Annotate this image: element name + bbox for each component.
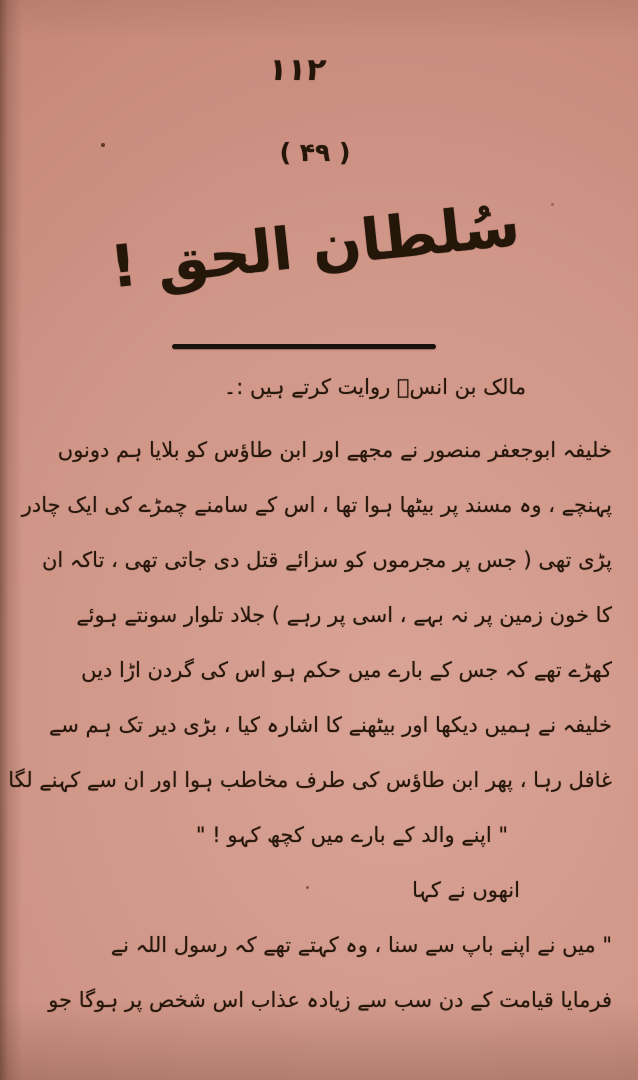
text-line: خلیفہ نے ہمیں دیکھا اور بیٹھنے کا اشارہ کیا ، بڑی دیر تک ہم سے xyxy=(48,713,612,737)
chapter-title: سُلطان الحق ! xyxy=(107,190,523,302)
text-line: پہنچے ، وہ مسند پر بیٹھا ہوا تھا ، اس کے سامنے چمڑے کی ایک چادر xyxy=(21,493,612,517)
text-line: خلیفہ ابوجعفر منصور نے مجھے اور ابن طاؤس کو بلایا ہم دونوں xyxy=(57,438,612,462)
paper-speck xyxy=(551,203,554,206)
text-line: کا خون زمین پر نہ بہے ، اسی پر رہے ) جلاد تلوار سونتے ہوئے xyxy=(76,603,612,627)
text-line: پڑی تھی ( جس پر مجرموں کو سزائے قتل دی جاتی تھی ، تاکہ ان xyxy=(41,548,612,572)
title-divider-rule xyxy=(172,344,436,349)
page-number: ۱۱۲ xyxy=(266,52,328,88)
text-line: کھڑے تھے کہ جس کے بارے میں حکم ہو اس کی گردن اڑا دیں xyxy=(81,658,612,682)
paper-speck xyxy=(101,143,105,147)
text-line: فرمایا قیامت کے دن سب سے زیادہ عذاب اس شخص پر ہوگا جو xyxy=(48,988,612,1012)
text-line: " میں نے اپنے باپ سے سنا ، وہ کہتے تھے کہ رسول اللہ نے xyxy=(110,933,612,957)
text-line: غافل رہا ، پھر ابن طاؤس کی طرف مخاطب ہوا اور ان سے کہنے لگا xyxy=(8,768,612,792)
narrator-line: مالک بن انسؓ روایت کرتے ہیں :۔ xyxy=(223,375,526,399)
body-text xyxy=(8,360,612,1028)
quote-line: " اپنے والد کے بارے میں کچھ کہو ! " xyxy=(195,823,508,847)
said-line: انھوں نے کہا xyxy=(412,878,520,902)
section-number: ( ۴۹ ) xyxy=(279,138,351,167)
